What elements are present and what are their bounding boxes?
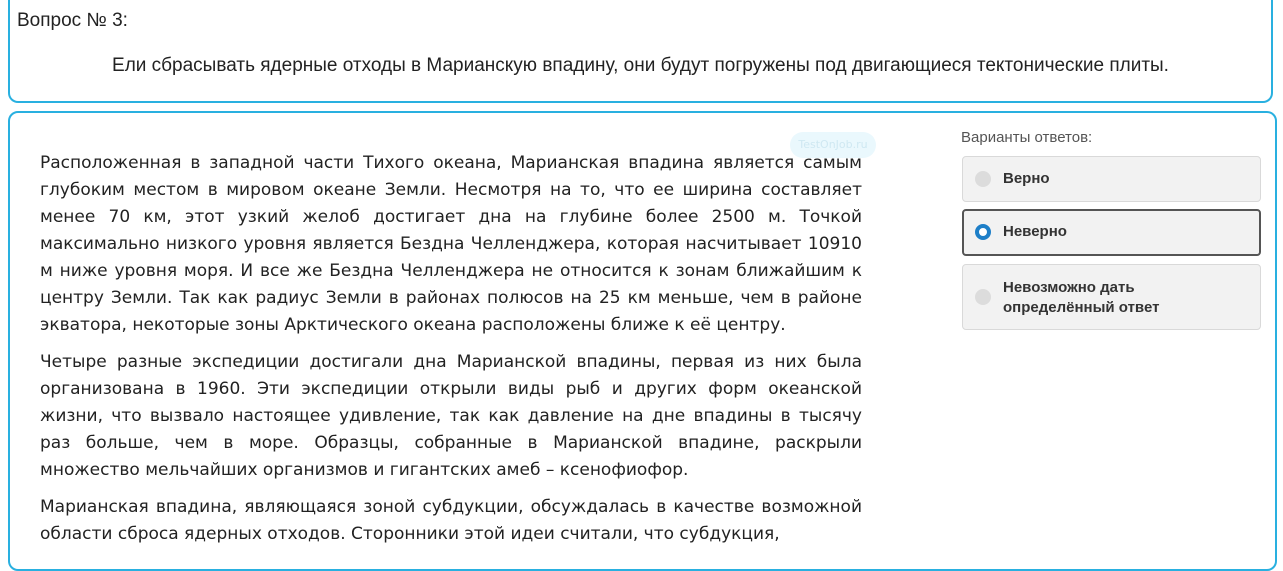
answer-option-true[interactable] [962,156,1261,202]
radio-button[interactable] [975,171,991,187]
answer-option-label: Неверно [1003,223,1067,240]
article-paragraph: Расположенная в западной части Тихого океана, Марианская впадина является самым глубоким местом в мировом океане Земли. Несмотря на то, что ее ширина составляет менее 70 км, этот узкий желоб достигает дна на глубине более 2500 м. Точкой максимально низкого уровня является Бездна Челленджера, которая насчитывает 10910 м ниже уровня моря. И все же Бездна Челленджера не относится к зонам ближайшим к центру Земли. Так как радиус Земли в районах полюсов на 25 км меньше, чем в районе экватора, некоторые зоны Арктического океана расположены ближе к её центру. [40,153,862,335]
answers-label: Варианты ответов: [961,129,1093,146]
question-number: Вопрос № 3: [17,10,128,31]
question-panel [8,0,1273,103]
article-paragraph: Марианская впадина, являющаяся зоной субдукции, обсуждалась в качестве возможной области сброса ядерных отходов. Сторонники этой идеи считали, что субдукция, [40,497,862,544]
question-text: Ели сбрасывать ядерные отходы в Марианскую впадину, они будут погружены под двигающиеся тектонические плиты. [112,55,1169,76]
watermark-logo: TestOnJob.ru [790,132,876,158]
radio-button[interactable] [975,289,991,305]
answer-option-label: Невозможно дать определённый ответ [1003,279,1160,316]
answer-option-label: Верно [1003,170,1050,187]
article-paragraph: Четыре разные экспедиции достигали дна Марианской впадины, первая из них была организована в 1960. Эти экспедиции открыли виды рыб и других форм океанской жизни, что вызвало настоящее удивление, так как давление на дне впадины в тысячу раз больше, чем в море. Образцы, собранные в Марианской впадине, раскрыли множество мельчайших организмов и гигантских амеб – ксенофиофор. [40,352,862,480]
answer-option-false[interactable] [962,209,1261,256]
radio-button-selected[interactable] [975,224,991,240]
article-text [40,150,862,558]
answer-option-cannot-say[interactable] [962,264,1261,330]
content-panel [8,111,1277,571]
